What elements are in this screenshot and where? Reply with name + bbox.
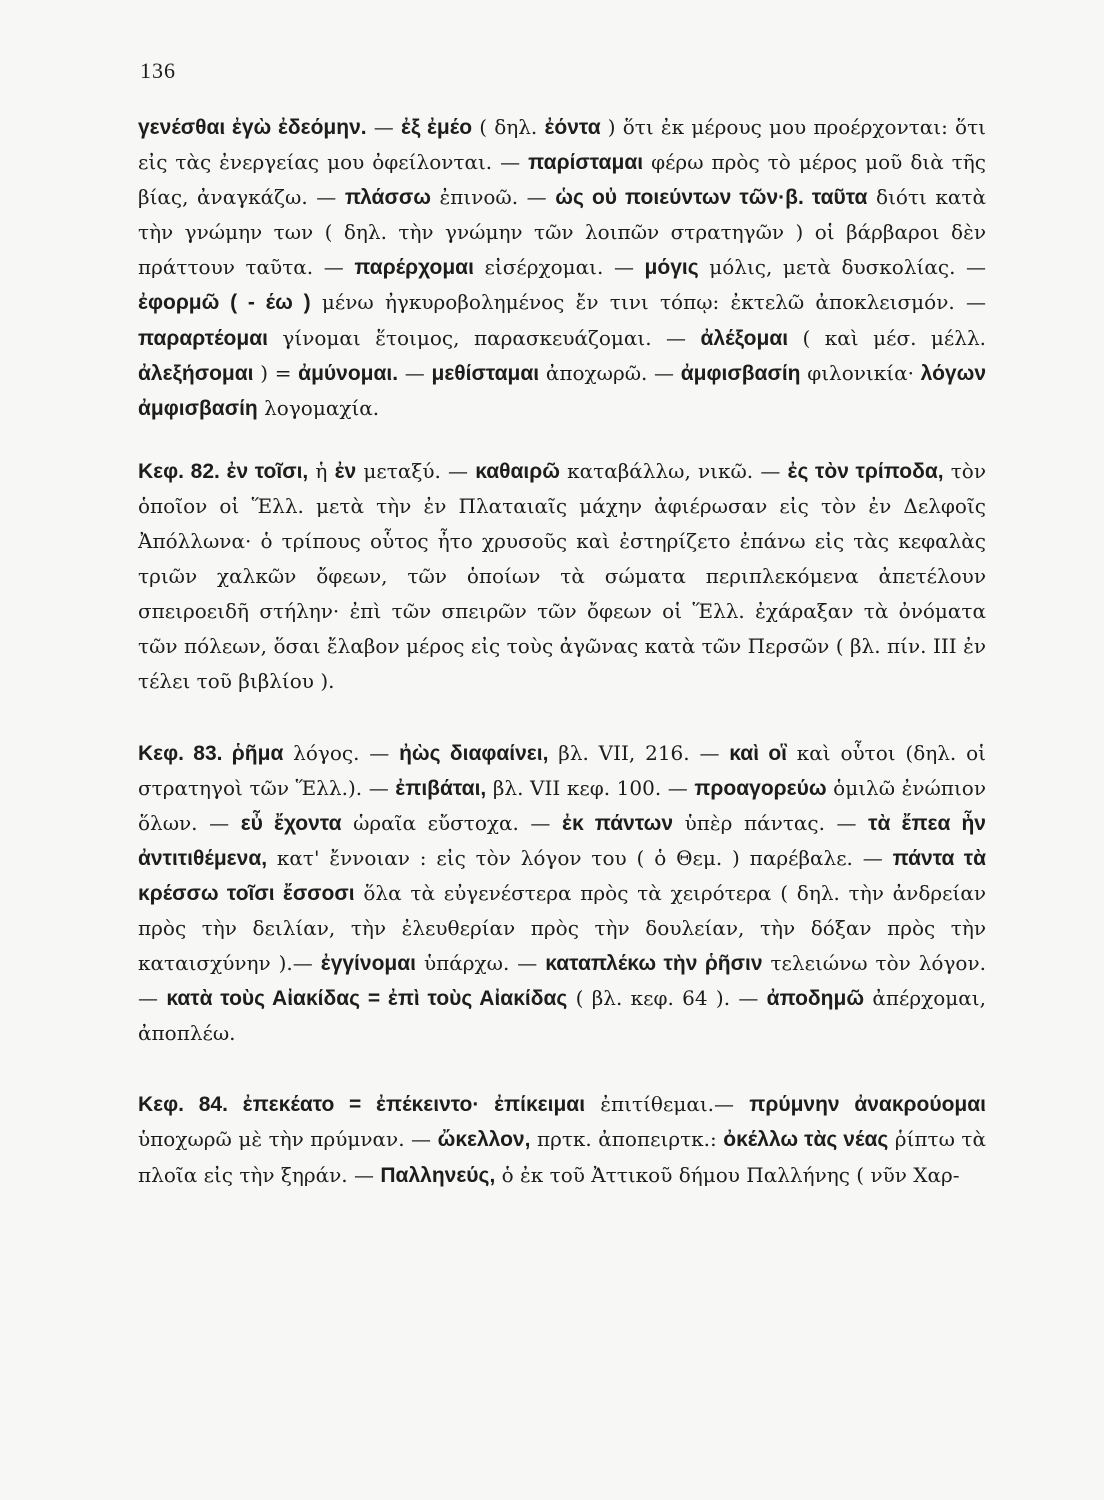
gloss-text: λόγος. —: [283, 740, 400, 765]
headword: κατὰ τοὺς Αἰακίδας = ἐπὶ τοὺς Αἰακίδας: [166, 987, 568, 1011]
headword: πρύμνην ἀνακρούομαι: [749, 1093, 986, 1117]
gloss-text: ( δηλ.: [472, 115, 545, 139]
gloss-text: —: [366, 115, 401, 139]
headword: μεθίσταμαι: [431, 361, 540, 385]
headword: ἀλέξομαι: [700, 326, 789, 350]
headword: εὖ ἔχοντα: [240, 811, 342, 835]
headword: ὤκελλον,: [437, 1128, 531, 1152]
headword: Κεφ. 83. ῥῆμα: [138, 741, 284, 765]
gloss-text: ὑπάρχω. —: [416, 951, 546, 976]
gloss-text: ( βλ. κεφ. 64 ). —: [567, 986, 767, 1011]
headword: Κεφ. 84. ἐπεκέατο = ἐπέκειντο· ἐπίκειμαι: [138, 1093, 586, 1117]
headword: Παλληνεύς,: [380, 1163, 496, 1187]
gloss-text: ) =: [253, 360, 299, 385]
paragraph-chapter-83: [138, 736, 986, 1052]
gloss-text: ὡραῖα εὔστοχα. —: [341, 810, 563, 835]
gloss-text: φιλονικία·: [800, 360, 921, 385]
headword: πλάσσω: [344, 186, 431, 210]
gloss-text: κατ' ἔννοιαν : εἰς τὸν λόγον του ( ὁ Θεμ. ) παρέβαλε. —: [267, 845, 893, 870]
headword: παραρτέομαι: [138, 326, 268, 350]
headword: Κεφ. 82. ἐν τοῖσι,: [138, 459, 309, 483]
headword: ἀλεξήσομαι: [138, 361, 254, 385]
gloss-text: ῥίπτω τὰ πλοῖα εἰς τὴν ξηράν. —: [138, 1127, 987, 1187]
paragraph-chapter-84: [138, 1087, 986, 1192]
headword: ἐφορμῶ ( - έω ): [138, 291, 311, 315]
headword: ἐγγίνομαι: [320, 952, 416, 976]
gloss-text: τελειώνω τὸν λόγον. —: [138, 951, 986, 1011]
gloss-text: βλ. VII κεφ. 100. —: [486, 775, 695, 800]
gloss-text: ὑπὲρ πάντας. —: [673, 810, 869, 835]
headword: πάντα τὰ κρέσσω τοῖσι ἔσσοσι: [138, 846, 986, 905]
gloss-text: πρτκ. ἀποπειρτκ.:: [530, 1127, 724, 1152]
headword: ὡς οὐ ποιεύντων τῶν·β. ταῦτα: [555, 186, 868, 210]
headword: ἀμύνομαι.: [298, 361, 399, 385]
headword: ἐξ ἐμέο: [400, 116, 473, 139]
headword: παρέρχομαι: [354, 256, 474, 280]
gloss-text: ὅλα τὰ εὐγενέστερα πρὸς τὰ χειρότερα ( δηλ. τὴν ἀνδρείαν πρὸς τὴν δειλίαν, τὴν ἐλευθερίαν πρὸς τὴν δουλείαν, τὴν δόξαν πρὸς τὴν καταισχύνην ).—: [138, 880, 986, 976]
gloss-text: μεταξύ. —: [356, 458, 476, 483]
gloss-text: βλ. VII, 216. —: [548, 740, 730, 765]
headword: καταπλέκω τὴν ῥῆσιν: [545, 952, 763, 976]
headword: λόγων ἀμφισβασίη: [138, 361, 987, 420]
headword: ἐκ πάντων: [562, 811, 674, 835]
headword: παρίσταμαι: [528, 151, 644, 175]
gloss-text: τὸν ὁποῖον οἱ Ἕλλ. μετὰ τὴν ἐν Πλαταιαῖς μάχην ἀφιέρωσαν εἰς τὸν ἐν Δελφοῖς Ἀπόλλωνα· ὁ τρίπους οὗτος ἦτο χρυσοῦς καὶ ἐστηρίζετο ἐπάνω εἰς τὰς κεφαλὰς τριῶν χαλκῶν ὄφεων, τῶν ὁποίων τὰ σώματα περιπλεκόμενα ἀπετέλουν σπειροειδῆ στήλην· ἐπὶ τῶν σπειρῶν τῶν ὄφεων οἱ Ἕλλ. ἐχάραξαν τὰ ὀνόματα τῶν πόλεων, ὅσαι ἔλαβον μέρος εἰς τοὺς ἀγῶνας κατὰ τῶν Περσῶν ( βλ. πίν. III ἐν τέλει τοῦ βιβλίου ).: [138, 458, 986, 694]
gloss-text: καὶ οὗτοι (δηλ. οἱ στρατηγοὶ τῶν Ἕλλ.). —: [138, 740, 986, 800]
headword: ἐπιβάται,: [395, 776, 487, 800]
headword: ἐς τὸν τρίποδα,: [787, 459, 944, 483]
gloss-text: λογομαχία.: [257, 395, 380, 420]
headword: ἀποδημῶ: [766, 987, 865, 1011]
headword: καὶ οἳ: [729, 741, 787, 765]
gloss-text: ὁ ἐκ τοῦ Ἀττικοῦ δήμου Παλλήνης ( νῦν Χαρ-: [495, 1162, 960, 1187]
headword: προαγορεύω: [694, 776, 827, 800]
gloss-text: ἀπέρχομαι, ἀποπλέω.: [138, 986, 986, 1046]
headword: ἀμφισβασίη: [680, 361, 801, 385]
gloss-text: ) ὅτι ἐκ μέρους μου προέρχονται: ὅτι εἰς τὰς ἐνεργείας μου ὀφείλονται. —: [138, 115, 986, 175]
gloss-text: —: [398, 360, 432, 385]
text-body: [138, 110, 986, 1193]
gloss-text: ὑποχωρῶ μὲ τὴν πρύμναν. —: [138, 1127, 438, 1152]
headword: γενέσθαι ἐγὼ ἐδεόμην.: [138, 116, 367, 139]
gloss-text: ἀποχωρῶ. —: [539, 360, 681, 385]
headword: ἐόντα: [544, 116, 601, 139]
page-number: 136: [140, 58, 176, 83]
gloss-text: μένω ἠγκυροβολημένος ἔν τινι τόπῳ: ἐκτελῶ ἀποκλεισμόν. —: [310, 290, 986, 315]
headword: ἠὼς διαφαίνει,: [399, 741, 549, 765]
gloss-text: ἐπινοῶ. —: [430, 185, 556, 210]
gloss-text: διότι κατὰ τὴν γνώμην των ( δηλ. τὴν γνώμην τῶν λοιπῶν στρατηγῶν ) οἱ βάρβαροι δὲν πράττουν ταῦτα. —: [138, 185, 987, 280]
gloss-text: εἰσέρχομαι. —: [473, 255, 645, 280]
gloss-text: ἐπιτίθεμαι.—: [585, 1092, 750, 1117]
paragraph-chapter-82: [138, 454, 986, 700]
headword: καθαιρῶ: [475, 459, 560, 483]
gloss-text: ἡ: [308, 458, 335, 483]
gloss-text: φέρω πρὸς τὸ μέρος μοῦ διὰ τῆς βίας, ἀναγκάζω. —: [138, 150, 986, 210]
gloss-text: γίνομαι ἕτοιμος, παρασκευάζομαι. —: [267, 325, 701, 350]
gloss-text: ( καὶ μέσ. μέλλ.: [788, 325, 986, 350]
gloss-text: ὁμιλῶ ἐνώπιον ὅλων. —: [138, 775, 986, 835]
headword: μόγις: [644, 256, 699, 280]
gloss-text: μόλις, μετὰ δυσκολίας. —: [698, 255, 987, 280]
headword: ὀκέλλω τὰς νέας: [723, 1128, 889, 1152]
headword: τὰ ἔπεα ἦν ἀντιτιθέμενα,: [138, 811, 986, 870]
gloss-text: καταβάλλω, νικῶ. —: [559, 458, 788, 483]
paragraph-continuation: [138, 110, 986, 426]
headword: ἐν: [334, 459, 357, 483]
